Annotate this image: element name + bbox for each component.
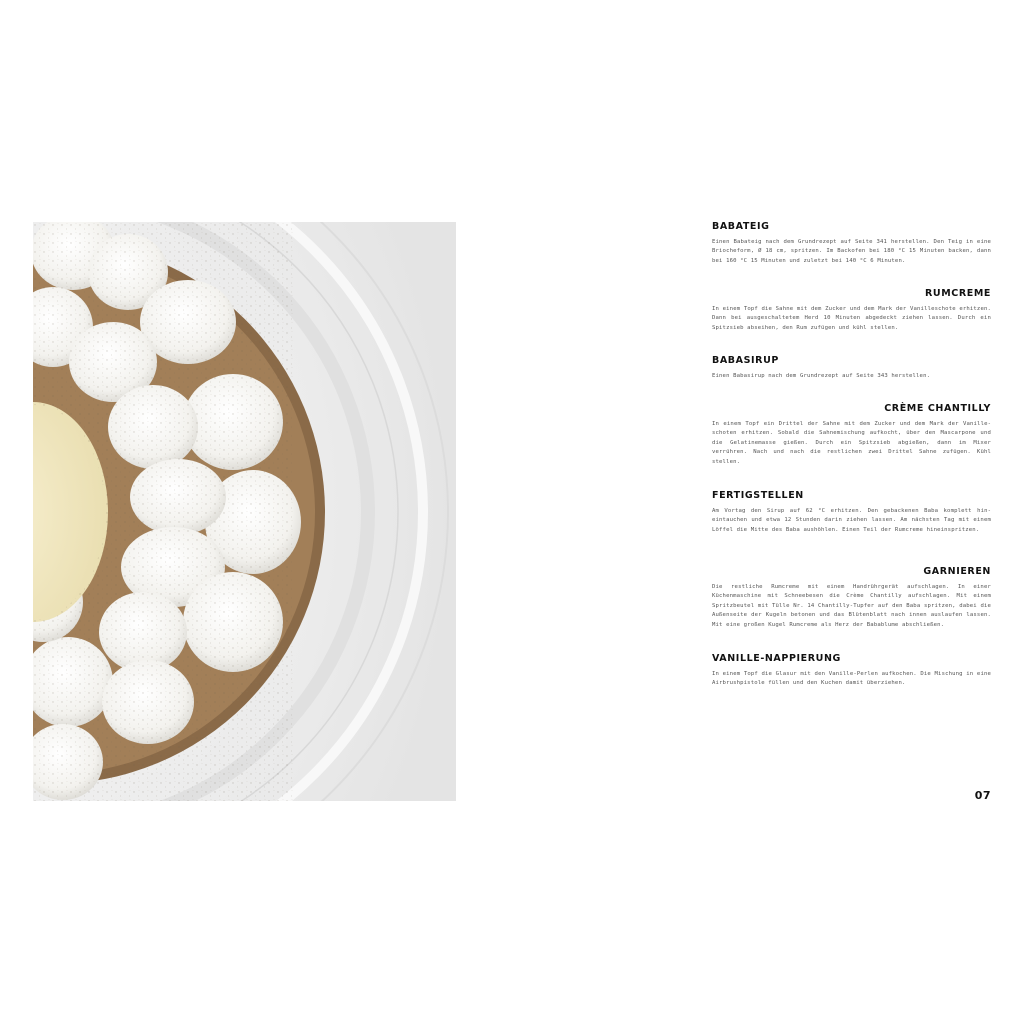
section-rumcreme [712,288,991,333]
section-body: In einem Topf die Sahne mit dem Zucker und dem Mark der Vanilleschote erhitzen. Dann bei ausgeschaltetem Herd 10 Minuten abgedeckt ziehen lassen. Durch ein Spitzsieb abseihen, den Rum zufügen und kühl stellen. [712,306,991,331]
dessert-photo [33,222,456,801]
section-fertigstellen [712,490,991,535]
section-garnieren [712,566,991,630]
section-body: In einem Topf die Glasur mit den Vanille-Perlen aufkochen. Die Mischung in eine Airbrushpistole füllen und den Kuchen damit überziehen. [712,671,991,687]
section-babateig [712,221,991,266]
section-body: Einen Babasirup nach dem Grundrezept auf Seite 343 herstellen. [712,373,931,379]
section-creme-chantilly [712,403,991,467]
section-body: In einem Topf ein Drittel der Sahne mit dem Zucker und dem Mark der Vanilleschoten erhitzen. Sobald die Sahnemischung aufkocht, über den Mascarpone und die Gelatinemasse gießen. Durch ein Spitzsieb abgießen, dann im Mixer verrühren. Nach und nach die restlichen zwei Drittel Sahne zufügen. Kühl stellen. [712,421,991,465]
section-heading: FERTIGSTELLEN [712,490,804,501]
section-heading: GARNIEREN [923,566,991,577]
section-body: Am Vortag den Sirup auf 62 °C erhitzen. Den gebackenen Baba komplett hineintauchen und etwa 12 Stunden darin ziehen lassen. Am nächsten Tag mit einem Löffel die Mitte des Baba aushöhlen. Einen Teil der Rumcreme hineinspritzen. [712,508,991,533]
dessert-photo-drawing [33,222,456,801]
section-heading: BABATEIG [712,221,770,232]
section-heading: BABASIRUP [712,355,779,366]
section-body: Einen Babateig nach dem Grundrezept auf Seite 341 herstellen. Den Teig in eine Briocheform, Ø 18 cm, spritzen. Im Backofen bei 180 °C 15 Minuten backen, dann bei 160 °C 15 Minuten und zuletzt bei 140 °C 6 Minuten. [712,239,991,264]
section-heading: RUMCREME [924,288,991,299]
section-body: Die restliche Rumcreme mit einem Handrührgerät aufschlagen. In einer Küchenmaschine mit Schneebesen die Crème Chantilly aufschlagen. Mit einem Spritzbeutel mit Tülle Nr. 14 Chantilly-Tupfer auf den Baba spritzen, dabei die Außenseite der Kugeln betonen und das Blütenblatt nach innen auslaufen lassen. Mit eine großen Kugel Rumcreme als Herz der Babablume abschließen. [712,584,991,628]
section-heading: VANILLE-NAPPIERUNG [712,653,841,664]
section-vanille-nappierung [712,653,991,689]
section-heading: CRÈME CHANTILLY [884,403,991,414]
section-babasirup [712,355,991,381]
page-number: 07 [974,789,991,802]
